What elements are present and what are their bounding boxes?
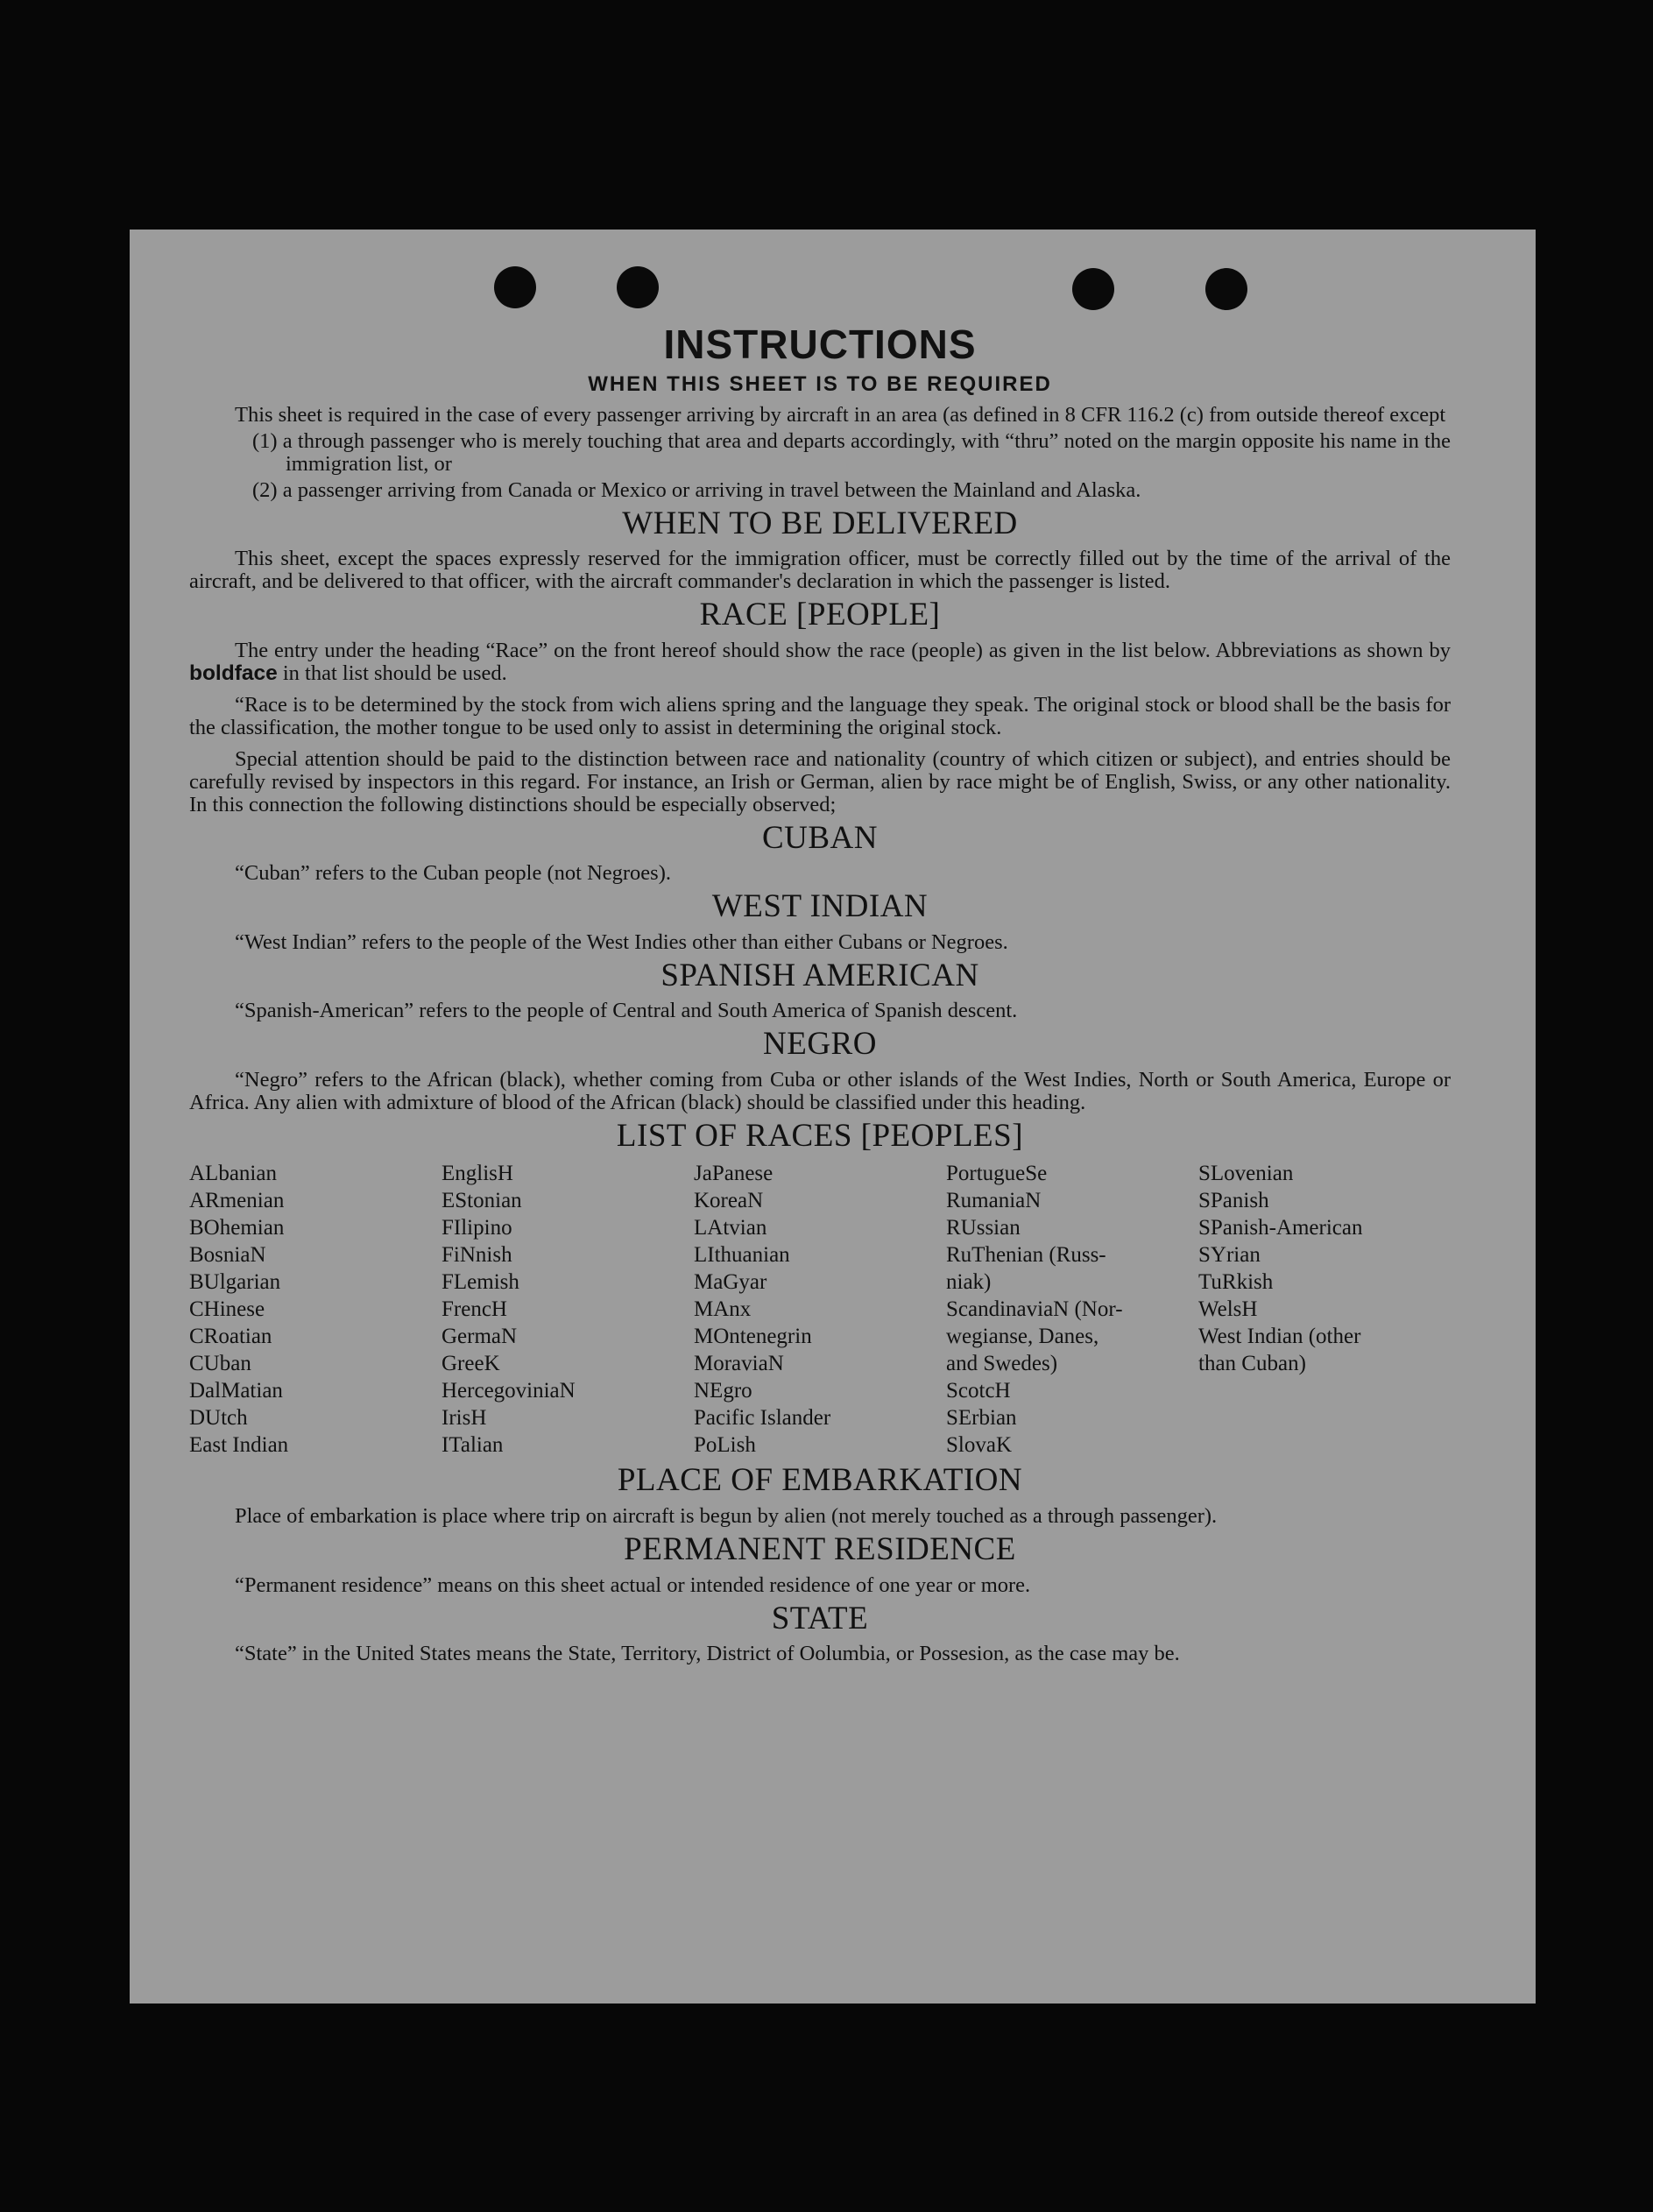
- race-entry: NEgro: [694, 1379, 752, 1403]
- negro-text: “Negro” refers to the African (black), whether coming from Cuba or other islands of the West Indies, North or South America, Europe or Africa. Any alien with admixture of blood of the African (black) should be classified under this heading.: [189, 1067, 1451, 1114]
- race-column-1: [189, 1160, 442, 1459]
- race-entry: PortugueSe: [946, 1162, 1048, 1186]
- race-entry: SlovaK: [946, 1433, 1012, 1458]
- race-entry: RumaniaN: [946, 1189, 1042, 1213]
- race-entry: DalMatian: [189, 1379, 283, 1403]
- race-column-4: [946, 1160, 1198, 1459]
- race-entry: EnglisH: [442, 1162, 513, 1186]
- race-entry: DUtch: [189, 1406, 248, 1431]
- race-entry: RUssian: [946, 1216, 1021, 1240]
- heading-state: STATE: [771, 1600, 869, 1636]
- heading-west-indian: WEST INDIAN: [711, 888, 929, 925]
- race-entry: EStonian: [442, 1189, 522, 1213]
- race-entry: SYrian: [1198, 1243, 1261, 1268]
- race-entry: LIthuanian: [694, 1243, 790, 1268]
- race-entry: MAnx: [694, 1297, 752, 1322]
- race-entry: East Indian: [189, 1433, 289, 1458]
- race-entry: PoLish: [694, 1433, 756, 1458]
- spanish-american-text: “Spanish-American” refers to the people of Central and South America of Spanish descent.: [235, 999, 1018, 1023]
- heading-when-delivered: WHEN TO BE DELIVERED: [622, 505, 1018, 541]
- punch-hole-2: [617, 266, 659, 308]
- required-intro: This sheet is required in the case of every passenger arriving by aircraft in an area (as defined in 8 CFR 116.2 (c) from outside thereof except: [235, 402, 1446, 427]
- heading-permanent-residence: PERMANENT RESIDENCE: [624, 1530, 1016, 1567]
- required-item-2: (2) a passenger arriving from Canada or Mexico or arriving in travel between the Mainland and Alaska.: [252, 477, 1141, 502]
- race-entry: LAtvian: [694, 1216, 767, 1240]
- race-entry: BOhemian: [189, 1216, 285, 1240]
- race-paragraph-2: “Race is to be determined by the stock from wich aliens spring and the language they speak. The original stock or blood shall be the basis for the classification, the mother tongue to be used only to assist in determining the original stock.: [189, 692, 1451, 739]
- race-entry: SPanish-American: [1198, 1216, 1363, 1240]
- required-item-1: (1) a through passenger who is merely touching that area and departs accordingly, with “thru” noted on the margin opposite his name in the immigration list, or: [252, 428, 1451, 476]
- heading-negro: NEGRO: [763, 1026, 877, 1063]
- race-entry: Pacific Islander: [694, 1406, 831, 1431]
- page-subtitle: WHEN THIS SHEET IS TO BE REQUIRED: [588, 371, 1052, 396]
- punch-hole-4: [1205, 268, 1247, 310]
- race-paragraph-1: The entry under the heading “Race” on the front hereof should show the race (people) as given in the list below. Abbreviations as shown by boldface in that list should be used.: [189, 638, 1451, 685]
- race-entry: MoraviaN: [694, 1352, 784, 1376]
- heading-list-of-races: LIST OF RACES [PEOPLES]: [616, 1117, 1024, 1154]
- heading-place-of-embarkation: PLACE OF EMBARKATION: [617, 1462, 1023, 1499]
- race-column-3: [694, 1160, 946, 1459]
- race-entry: TuRkish: [1198, 1270, 1274, 1295]
- heading-race: RACE [PEOPLE]: [699, 597, 941, 633]
- race-entry: JaPanese: [694, 1162, 774, 1186]
- residence-text: “Permanent residence” means on this sheet actual or intended residence of one year or more.: [235, 1572, 1031, 1597]
- race-entry: ARmenian: [189, 1189, 285, 1213]
- heading-spanish-american: SPANISH AMERICAN: [660, 957, 979, 993]
- delivered-text: This sheet, except the spaces expressly reserved for the immigration officer, must be correctly filled out by the time of the arrival of the aircraft, and be delivered to that officer, with the aircraft commander's declaration in which the passenger is listed.: [189, 547, 1451, 594]
- race-entry: ScandinaviaN (Nor-: [946, 1297, 1123, 1322]
- race-entry: FiNnish: [442, 1243, 512, 1268]
- race-entry: CUban: [189, 1352, 251, 1376]
- race-entry: BUlgarian: [189, 1270, 281, 1295]
- sheet-content: [189, 322, 1451, 1669]
- race-entry: GermaN: [442, 1325, 518, 1349]
- punch-hole-3: [1072, 268, 1114, 310]
- race-entry-continued: than Cuban): [1198, 1352, 1306, 1376]
- race-list: [189, 1160, 1451, 1459]
- race-entry: FLemish: [442, 1270, 519, 1295]
- race-entry: ScotcH: [946, 1379, 1011, 1403]
- race-entry-continued: and Swedes): [946, 1352, 1058, 1376]
- race-entry: WelsH: [1198, 1297, 1258, 1322]
- race-entry: West Indian (other: [1198, 1325, 1361, 1349]
- race-entry: BosniaN: [189, 1243, 266, 1268]
- race-column-5: [1198, 1160, 1451, 1459]
- race-entry: MaGyar: [694, 1270, 767, 1295]
- race-column-2: [442, 1160, 694, 1459]
- race-entry: SLovenian: [1198, 1162, 1294, 1186]
- cuban-text: “Cuban” refers to the Cuban people (not Negroes).: [235, 861, 671, 886]
- race-entry: KoreaN: [694, 1189, 764, 1213]
- race-entry: MOntenegrin: [694, 1325, 812, 1349]
- race-entry: CRoatian: [189, 1325, 272, 1349]
- heading-cuban: CUBAN: [761, 819, 879, 856]
- race-entry: HercegoviniaN: [442, 1379, 576, 1403]
- embarkation-text: Place of embarkation is place where trip on aircraft is begun by alien (not merely touched as a through passenger).: [235, 1503, 1218, 1528]
- race-entry: ALbanian: [189, 1162, 277, 1186]
- instruction-sheet: [130, 230, 1536, 2004]
- race-entry: ITalian: [442, 1433, 504, 1458]
- page-title: INSTRUCTIONS: [663, 322, 977, 367]
- race-paragraph-3: Special attention should be paid to the distinction between race and nationality (country of which citizen or subject), and entries should be carefully revised by inspectors in this regard. For instance, an Irish or German, alien by race might be of English, Swiss, or any other nationality. In this connection the following distinctions should be especially observed;: [189, 746, 1451, 816]
- race-entry: FIlipino: [442, 1216, 512, 1240]
- race-entry-continued: wegianse, Danes,: [946, 1325, 1099, 1349]
- race-entry: IrisH: [442, 1406, 487, 1431]
- race-entry-continued: niak): [946, 1270, 992, 1295]
- race-entry: FrencH: [442, 1297, 507, 1322]
- west-indian-text: “West Indian” refers to the people of the West Indies other than either Cubans or Negroes.: [235, 929, 1008, 954]
- race-entry: CHinese: [189, 1297, 265, 1322]
- race-entry: RuThenian (Russ-: [946, 1243, 1106, 1268]
- state-text: “State” in the United States means the State, Territory, District of Oolumbia, or Possesion, as the case may be.: [235, 1642, 1180, 1666]
- race-entry: GreeK: [442, 1352, 500, 1376]
- punch-hole-1: [494, 266, 536, 308]
- race-entry: SPanish: [1198, 1189, 1269, 1213]
- race-entry: SErbian: [946, 1406, 1017, 1431]
